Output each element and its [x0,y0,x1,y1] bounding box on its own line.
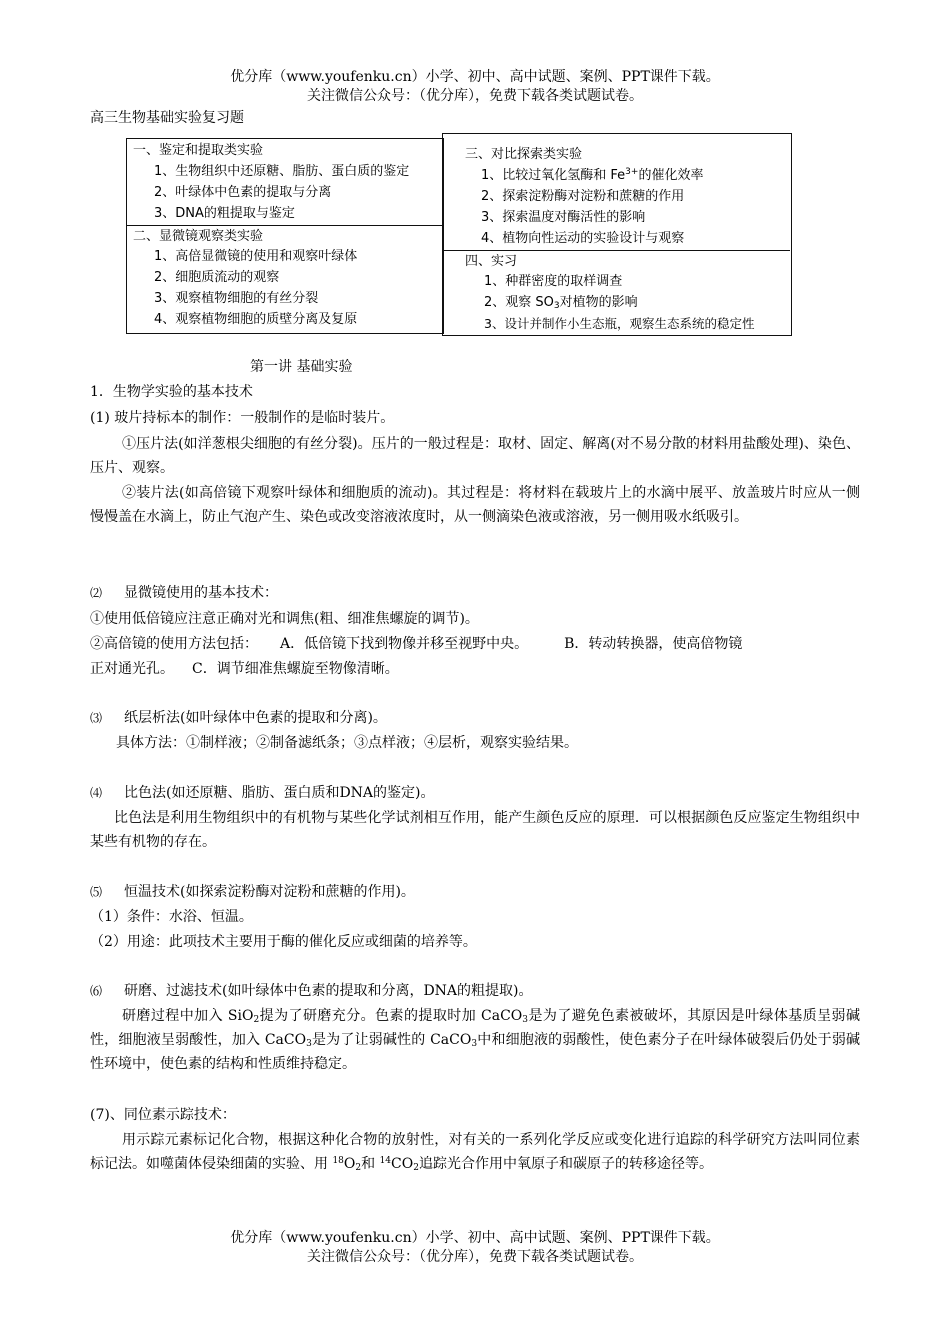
p2-number: ⑵ [90,586,103,600]
p6-text: 是为了避免色素被破坏，其原因是叶绿体基质呈弱碱性，细胞液呈弱酸性，加入 CaCO [90,1008,860,1048]
p5-title: 恒温技术(如探索淀粉酶对淀粉和蔗糖的作用)。 [124,884,415,900]
p7-sub: 2 [355,1163,362,1173]
p7-sub: 2 [413,1163,419,1173]
p2-item-a: ①使用低倍镜应注意正确对光和调焦(粗、细准焦螺旋的调节)。 [90,611,479,627]
p3-method: 具体方法：①制样液；②制备滤纸条；③点样液；④层析，观察实验结果。 [116,735,578,751]
syllabus-sec3-item [481,166,703,186]
p5-item-1: （1）条件：水浴、恒温。 [90,909,253,925]
p6-sub: 3 [471,1039,478,1049]
syllabus-sec4-title: 四、实习 [465,254,518,269]
p5-item-2: （2）用途：此项技术主要用于酶的催化反应或细菌的培养等。 [90,934,477,950]
p7-text: O [343,1156,356,1172]
p4-paragraph: 比色法是利用生物组织中的有机物与某些化学试剂相互作用，能产生颜色反应的原理．可以根据颜色反应鉴定生物组织中某些有机物的存在。 [90,810,860,850]
p3-number: ⑶ [90,711,103,725]
syllabus-right-divider [442,250,790,251]
p2-step-b: B．转动转换器，使高倍物镜 [564,636,743,652]
p2-item-b [90,632,870,656]
syllabus-sec3-item: 2、探索淀粉酶对淀粉和蔗糖的作用 [481,189,685,204]
p7-sup: 18 [332,1156,344,1166]
p6-text: 研磨过程中加入 SiO [122,1008,254,1024]
header-line-1: 优分库（www.youfenku.cn）小学、初中、高中试题、案例、PPT课件下载。 [230,69,720,85]
syllabus-sec4-item [484,293,638,313]
p7-title: (7)、同位素示踪技术： [90,1107,236,1123]
syllabus-sec2-title: 二、显微镜观察类实验 [133,229,264,244]
syllabus-sec4-item2-text: 2、观察 SO [484,295,554,310]
p6-sub: 3 [522,1015,529,1025]
section-1-title: 1．生物学实验的基本技术 [90,384,253,400]
lecture-title: 第一讲 基础实验 [250,359,353,375]
p5-heading [90,880,415,904]
p3-heading [90,706,387,730]
p6-sub: 3 [306,1039,312,1049]
syllabus-sec2-item: 1、高倍显微镜的使用和观察叶绿体 [154,249,358,264]
p7-text: 追踪光合作用中氧原子和碳原子的转移途径等。 [418,1156,713,1172]
p6-number: ⑹ [90,984,103,998]
syllabus-sec1-item: 3、DNA的粗提取与鉴定 [154,206,295,221]
syllabus-sec3-item1-text: 1、比较过氧化氢酶和 Fe [481,168,626,183]
syllabus-sec1-item: 1、生物组织中还原糖、脂肪、蛋白质的鉴定 [154,164,410,179]
p5-number: ⑸ [90,885,103,899]
syllabus-sec1-title: 一、鉴定和提取类实验 [133,143,264,158]
p2-title: 显微镜使用的基本技术： [124,585,278,601]
p1-title: (1) 玻片持标本的制作：一般制作的是临时装片。 [90,410,395,426]
p6-title: 研磨、过滤技术(如叶绿体中色素的提取和分离，DNA的粗提取)。 [124,983,533,999]
p6-text: 中和细胞液的弱酸性，使色素分子在叶绿体破裂后仍处于弱碱性环境中，使色素的结构和性质维持稳定。 [90,1032,861,1072]
p2-item-b-lead: ②高倍镜的使用方法包括： [90,636,258,652]
syllabus-left-divider [126,225,442,226]
syllabus-sec3-item1-text-end: 的催化效率 [638,168,704,183]
p2-heading [90,581,278,605]
p1-paragraph-b: ②装片法(如高倍镜下观察叶绿体和细胞质的流动)。其过程是：将材料在载玻片上的水滴中展平、放盖玻片时应从一侧慢慢盖在水滴上，防止气泡产生、染色或改变溶液浓度时，从一侧滴染色液或溶液，另一侧用吸水纸吸引。 [90,485,860,525]
p4-heading [90,781,435,805]
syllabus-sec1-item: 2、叶绿体中色素的提取与分离 [154,185,332,200]
syllabus-sec2-item: 2、细胞质流动的观察 [154,270,280,285]
syllabus-sec2-item: 3、观察植物细胞的有丝分裂 [154,291,319,306]
p2-step-b-cont: 正对通光孔。 [90,661,174,677]
footer-line-1: 优分库（www.youfenku.cn）小学、初中、高中试题、案例、PPT课件下载。 [230,1230,720,1246]
p2-item-b-cont [90,657,399,681]
syllabus-sec3-title: 三、对比探索类实验 [465,147,583,162]
p7-paragraph [90,1128,860,1176]
p2-step-a: A．低倍镜下找到物像并移至视野中央。 [280,636,529,652]
p7-text: CO [391,1156,414,1172]
p7-text: 用示踪元素标记化合物，根据这种化合物的放射性，对有关的一系列化学反应或变化进行追踪的科学研究方法叫同位素标记法。如噬菌体侵染细菌的实验、用 [90,1132,860,1172]
syllabus-sec3-item1-sup: 3+ [625,167,639,177]
p2-step-c: C．调节细准焦螺旋至物像清晰。 [192,661,399,677]
syllabus-sec3-item: 4、植物向性运动的实验设计与观察 [481,231,685,246]
syllabus-sec4-item2-sub: 3 [553,301,560,311]
p7-sup: 14 [379,1156,392,1166]
p6-text: 提为了研磨充分。色素的提取时加 CaCO [259,1008,523,1024]
p6-paragraph [90,1004,860,1076]
syllabus-sec4-item2-text-end: 对植物的影响 [559,295,638,310]
document-title: 高三生物基础实验复习题 [90,110,244,126]
p1-paragraph-a: ①压片法(如洋葱根尖细胞的有丝分裂)。压片的一般过程是：取材、固定、解离(对不易分散的材料用盐酸处理)、染色、压片、观察。 [90,436,860,476]
p4-number: ⑷ [90,786,103,800]
syllabus-sec3-item: 3、探索温度对酶活性的影响 [481,210,646,225]
p6-text: 是为了让弱碱性的 CaCO [311,1032,472,1048]
p3-title: 纸层析法(如叶绿体中色素的提取和分离)。 [124,710,387,726]
syllabus-sec4-item: 1、种群密度的取样调查 [484,274,623,289]
header-line-2: 关注微信公众号：（优分库），免费下载各类试题试卷。 [307,88,643,104]
footer-line-2: 关注微信公众号：（优分库），免费下载各类试题试卷。 [307,1249,643,1265]
p7-text: 和 [361,1156,380,1172]
p4-title: 比色法(如还原糖、脂肪、蛋白质和DNA的鉴定)。 [124,785,435,801]
syllabus-sec2-item: 4、观察植物细胞的质壁分离及复原 [154,312,358,327]
p6-sub: 2 [253,1015,260,1025]
syllabus-sec4-item: 3、设计并制作小生态瓶，观察生态系统的稳定性 [484,316,755,331]
p6-heading [90,979,533,1003]
